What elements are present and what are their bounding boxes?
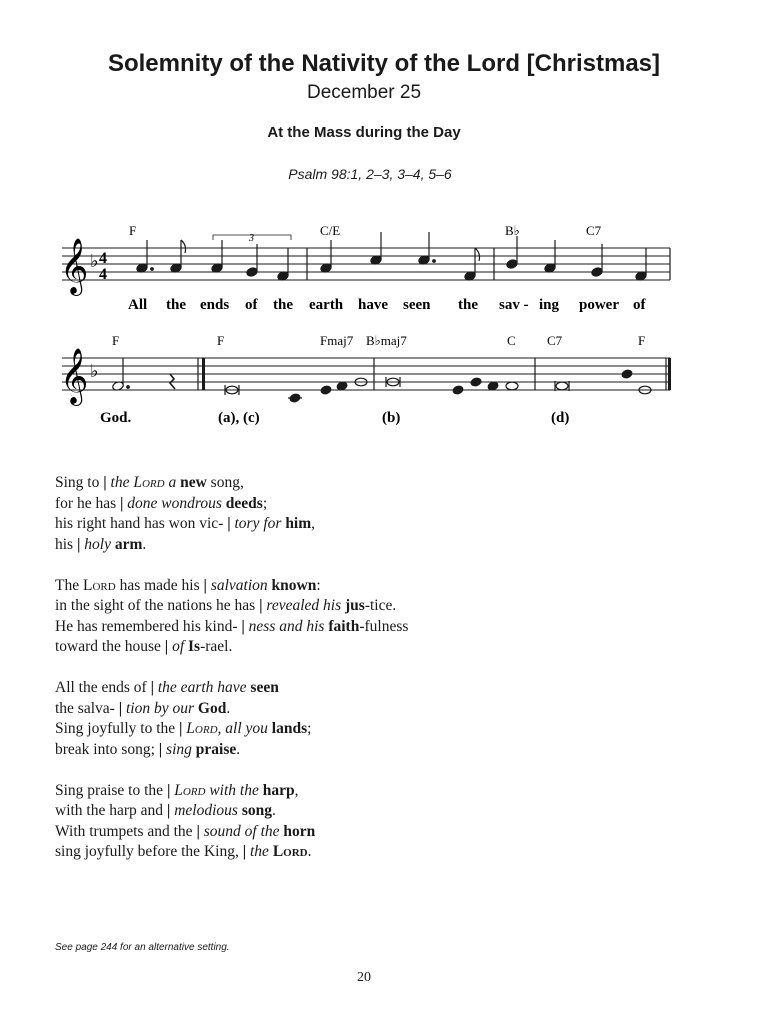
verse-segment: | [242, 843, 250, 860]
lyric-syllable: have [358, 297, 388, 313]
verse-segment: , [294, 781, 299, 799]
verse-segment: seen [250, 679, 279, 696]
lyric-syllable: of [633, 297, 646, 313]
verse-segment: . [307, 843, 312, 860]
page-title: Solemnity of the Nativity of the Lord [Christmas] [107, 50, 661, 77]
verse-segment: done wondrous [127, 494, 226, 512]
verse-segment: arm [114, 535, 143, 553]
lyric-syllable: power [579, 297, 619, 313]
chord: F [129, 223, 137, 238]
treble-clef: 𝄞 [60, 240, 89, 293]
verse-segment: a [164, 474, 181, 491]
verse-segment: Lord [133, 474, 165, 491]
verse-segment: -fulness [359, 617, 409, 635]
verse-segment: with the [205, 781, 263, 799]
verse-segment: Lord [82, 576, 116, 594]
verse-segment: in the sight of the nations he has [55, 597, 260, 614]
verse-segment: | [103, 474, 111, 491]
verse-segment: Is [188, 638, 201, 655]
verse-line [55, 719, 408, 740]
verse-segment: | [166, 802, 175, 819]
verse-tone-label: (a), (c) [218, 410, 260, 426]
verse-segment: All the ends of [55, 679, 151, 696]
staff-2-notes [112, 358, 671, 403]
verse-segment: . [236, 740, 241, 758]
verse-segment: sound of the [203, 822, 284, 840]
stanza [55, 576, 408, 658]
treble-clef: 𝄞 [60, 350, 89, 403]
verse-segment: his [55, 535, 77, 553]
verse-tone-label: (b) [382, 410, 401, 426]
chord: F [638, 333, 646, 348]
chord: C7 [547, 333, 563, 348]
verse-line [55, 596, 408, 617]
psalm-verses [55, 473, 408, 883]
verse-line [55, 781, 408, 802]
mass-heading: At the Mass during the Day [267, 124, 461, 141]
verse-segment: Sing to [55, 474, 104, 491]
verse-segment: tion by our [126, 699, 198, 717]
verse-segment: ; [307, 720, 312, 737]
verse-segment: Lord [272, 843, 308, 860]
verse-segment: for he has [55, 494, 120, 512]
verse-segment: his right hand has won vic- [55, 515, 228, 532]
verse-segment: | [158, 740, 167, 758]
time-signature-top: 4 [99, 250, 107, 267]
staff-1 [62, 248, 670, 280]
verse-segment: Sing joyfully to the [55, 720, 179, 737]
verse-segment: jus [344, 597, 365, 614]
verse-segment: With trumpets and the [55, 822, 197, 840]
verse-segment: him [285, 515, 312, 532]
verse-segment: tory for [234, 515, 286, 532]
verse-line [55, 801, 408, 822]
lyric-syllable: All [128, 297, 148, 313]
chord: F [217, 333, 225, 348]
verse-segment: God [197, 699, 227, 717]
verse-line [55, 617, 408, 638]
verse-segment: | [203, 576, 211, 594]
verse-segment: Lord [186, 720, 218, 737]
lyric-syllable: the [458, 297, 478, 313]
verse-segment: salvation [210, 576, 272, 594]
time-signature-bottom: 4 [99, 266, 107, 283]
verse-segment: | [120, 494, 128, 512]
verse-segment: horn [283, 822, 316, 840]
verse-segment: He has remembered his kind- [55, 617, 242, 635]
verse-line [55, 535, 408, 556]
verse-segment: . [142, 535, 147, 553]
verse-segment: Sing praise to the [55, 781, 167, 799]
verse-segment: song [241, 802, 272, 819]
lyric-syllable: ends [200, 297, 230, 313]
verse-segment: sing joyfully before the King, [55, 843, 243, 860]
verse-segment: the [110, 474, 134, 491]
chord: F [112, 333, 120, 348]
staff-2 [62, 358, 670, 390]
lyric-syllable: seen [403, 297, 431, 313]
verse-line [55, 822, 408, 843]
lyric-syllable: the [166, 297, 186, 313]
verse-segment: sing [166, 740, 196, 758]
lyric-syllable: earth [309, 297, 344, 313]
chord: C [507, 333, 516, 348]
verse-segment: with the harp and [55, 802, 167, 819]
verse-segment: known [271, 576, 317, 594]
music-score [0, 210, 768, 440]
verse-line [55, 514, 408, 535]
verse-segment: ; [262, 494, 268, 512]
stanza [55, 473, 408, 555]
lyric-syllable: sav - [499, 297, 529, 313]
verse-segment: | [164, 638, 173, 655]
lyric-syllable: ing [539, 297, 560, 313]
verse-segment: | [259, 597, 267, 614]
staff-1-notes [136, 232, 670, 281]
chord: B♭ [505, 223, 520, 238]
verse-segment: melodious [174, 802, 242, 819]
verse-segment: praise [195, 740, 237, 758]
page-number: 20 [357, 970, 371, 985]
psalm-reference: Psalm 98:1, 2–3, 3–4, 5–6 [288, 166, 452, 182]
verse-segment: | [166, 781, 175, 799]
verse-segment: of [172, 638, 188, 655]
verse-line [55, 494, 408, 515]
verse-line [55, 637, 408, 658]
chord: Fmaj7 [320, 333, 354, 348]
chord: C7 [586, 223, 602, 238]
verse-segment: lands [271, 720, 308, 737]
verse-segment: Lord [174, 781, 206, 799]
verse-segment: song, [206, 474, 244, 491]
stanza [55, 678, 408, 760]
verse-segment: new [180, 474, 207, 491]
lyric-syllable: God. [100, 410, 132, 426]
verse-segment: The [55, 576, 83, 594]
verse-tone-label: (d) [551, 410, 570, 426]
flat-key-signature: ♭ [90, 251, 99, 271]
verse-line [55, 473, 408, 494]
verse-segment: revealed his [266, 597, 345, 614]
verse-segment: , [311, 515, 316, 532]
triplet-number: 3 [249, 233, 254, 244]
chord: B♭maj7 [366, 333, 407, 348]
verse-segment: . [226, 699, 231, 717]
verse-segment: has made his [115, 576, 204, 594]
verse-segment: | [241, 617, 249, 635]
verse-line [55, 576, 408, 597]
verse-segment: break into song; [55, 740, 159, 758]
feast-date: December 25 [306, 82, 422, 103]
verse-segment: holy [84, 535, 115, 553]
verse-segment: | [76, 535, 85, 553]
verse-segment: the [250, 843, 273, 860]
verse-line [55, 678, 408, 699]
verse-segment: | [179, 720, 187, 737]
flat-key-signature: ♭ [90, 361, 99, 381]
verse-segment: , all you [217, 720, 272, 737]
verse-segment: the salva- [55, 699, 119, 717]
verse-segment: | [150, 679, 158, 696]
verse-segment: | [118, 699, 126, 717]
verse-segment: -rael. [200, 638, 233, 655]
verse-segment: the earth have [157, 679, 251, 696]
chord: C/E [320, 223, 341, 238]
verse-segment: deeds [225, 494, 263, 512]
verse-segment: harp [262, 781, 295, 799]
verse-line [55, 740, 408, 761]
verse-segment: -tice. [364, 597, 397, 614]
lyric-syllable: the [273, 297, 293, 313]
verse-segment: ness and his [248, 617, 329, 635]
lyric-syllable: of [245, 297, 258, 313]
verse-line [55, 699, 408, 720]
stanza [55, 781, 408, 863]
verse-segment: | [227, 515, 235, 532]
verse-segment: faith [328, 617, 360, 635]
verse-segment: . [271, 802, 276, 819]
verse-segment: : [316, 576, 321, 594]
verse-line [55, 842, 408, 863]
verse-segment: | [196, 822, 204, 840]
footnote: See page 244 for an alternative setting. [55, 942, 230, 953]
verse-segment: toward the house [55, 638, 165, 655]
